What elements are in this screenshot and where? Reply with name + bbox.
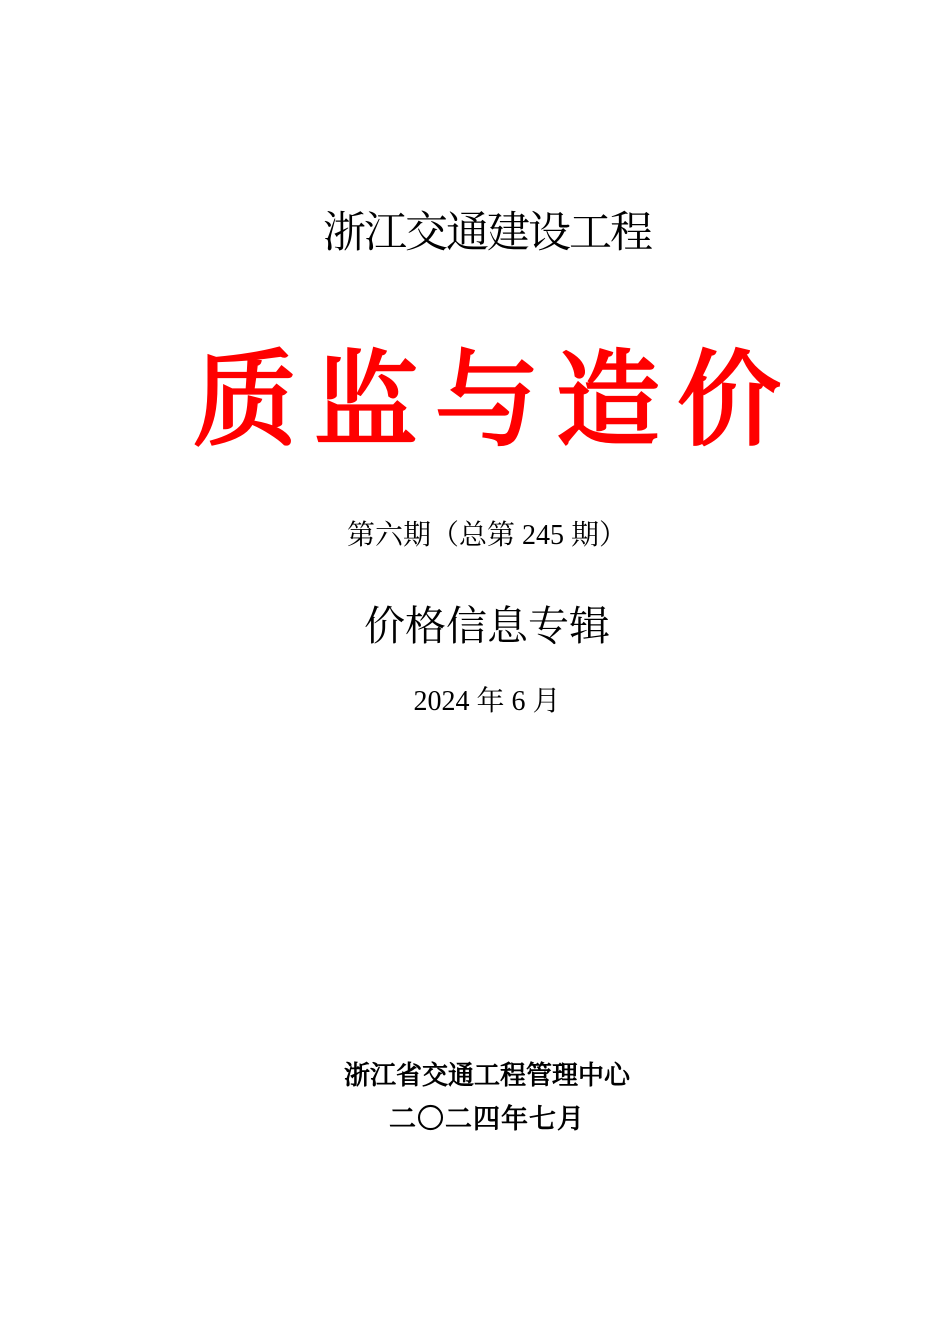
publisher-name: 浙江省交通工程管理中心 [343, 1061, 630, 1090]
issue-date: 2024 年 6 月 [413, 686, 561, 717]
organization-title: 浙江交通建设工程 [323, 210, 651, 257]
journal-title: 质监与造价 [192, 344, 798, 459]
publish-date: 二〇二四年七月 [389, 1104, 585, 1134]
issue-number-line: 第六期（总第 245 期） [346, 520, 627, 551]
album-title: 价格信息专辑 [364, 603, 610, 649]
